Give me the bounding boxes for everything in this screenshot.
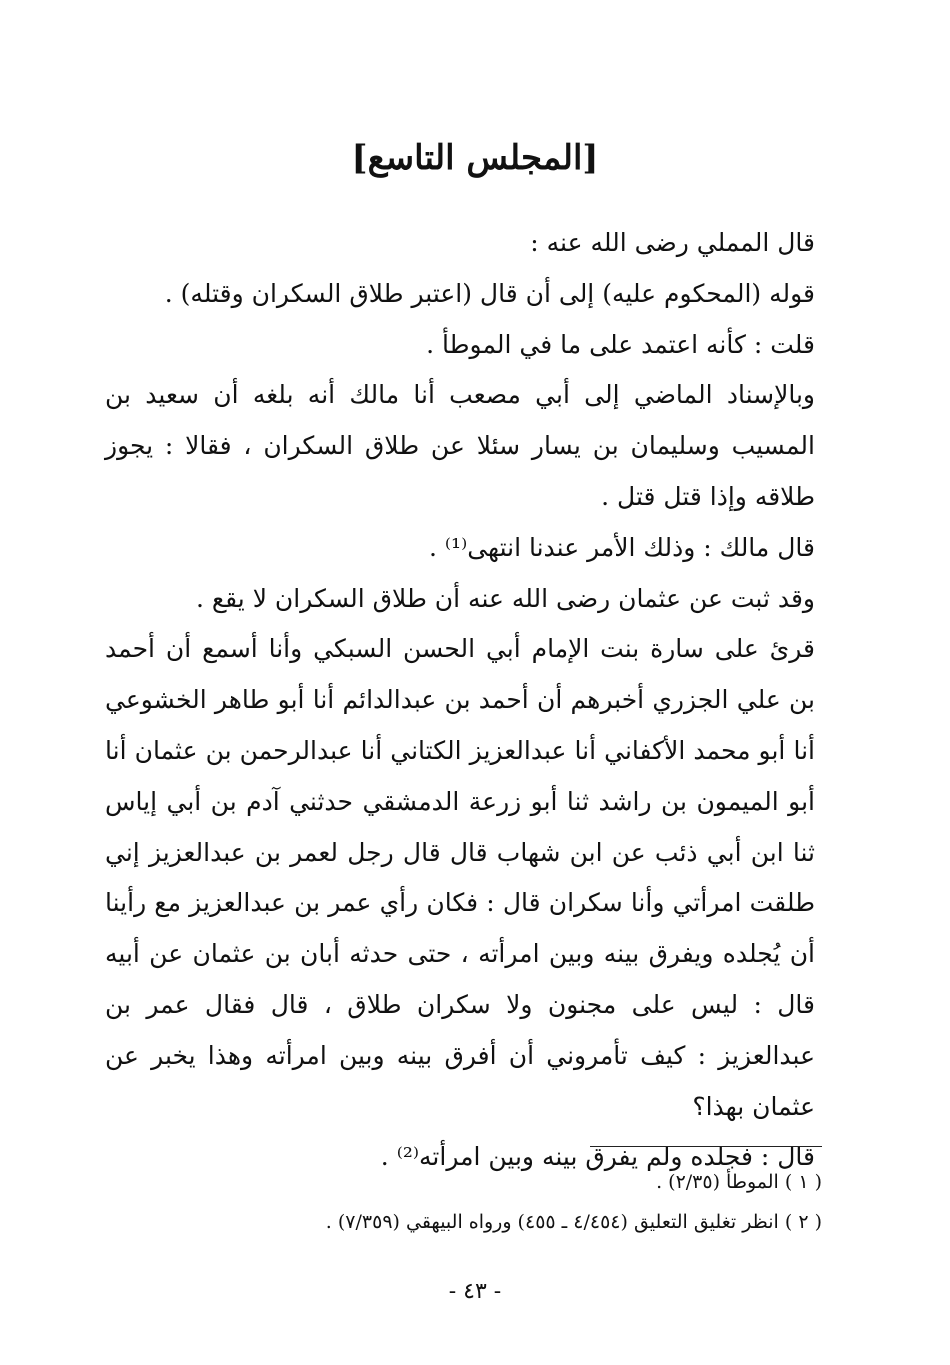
- paragraph-3: قلت : كأنه اعتمد على ما في الموطأ .: [426, 329, 815, 359]
- paragraph-1: قال المملي رضى الله عنه :: [530, 228, 815, 257]
- paragraph-8: قال : فجلده ولم يفرق بينه وبين امرأته⁽²⁾ .: [380, 1142, 815, 1172]
- paragraph-2: قوله (المحكوم عليه) إلى أن قال (اعتبر طلاق السكران وقتله) .: [164, 278, 815, 308]
- paragraph-5: قال مالك : وذلك الأمر عندنا انتهى⁽¹⁾ .: [429, 532, 815, 562]
- paragraph-7: قرئ على سارة بنت الإمام أبي الحسن السبكي وأنا أسمع أن أحمد بن علي الجزري أخبرهم أن أحمد بن عبدالدائم أنا أبو طاهر الخشوعي أنا أبو محمد الأكفاني أنا عبدالعزيز الكتاني أنا عبدالرحمن بن عثمان أنا أبو الميمون بن راشد ثنا أبو زرعة الدمشقي حدثني آدم بن أبي إياس ثنا ابن أبي ذئب عن ابن شهاب قال قال رجل لعمر بن عبدالعزيز إني طلقت امرأتي وأنا سكران قال : فكان رأي عمر بن عبدالعزيز مع رأينا أن يُجلده ويفرق بينه وبين امرأته ، حتى حدثه أبان بن عثمان عن أبيه قال : ليس على مجنون ولا سكران طلاق ، قال فقال عمر بن عبدالعزيز : كيف تأمروني أن أفرق بينه وبين امرأته وهذا يخبر عن عثمان بهذا؟: [105, 634, 815, 1121]
- footnotes: [122, 1162, 822, 1242]
- footnote-1: ( ١ ) الموطأ (٢/٣٥) .: [656, 1171, 822, 1193]
- chapter-title: [المجلس التاسع]: [351, 138, 599, 178]
- paragraph-4: وبالإسناد الماضي إلى أبي مصعب أنا مالك أنه بلغه أن سعيد بن المسيب وسليمان بن يسار سئلا عن طلاق السكران ، فقالا : يجوز طلاقه وإذا قتل قتل .: [105, 380, 815, 511]
- paragraph-6: وقد ثبت عن عثمان رضى الله عنه أن طلاق السكران لا يقع .: [195, 583, 815, 613]
- footnote-separator: [590, 1146, 822, 1147]
- footnote-2: ( ٢ ) انظر تغليق التعليق (٤/٤٥٤ ـ ٤٥٥) ورواه البيهقي (٧/٣٥٩) .: [325, 1211, 822, 1233]
- page-number: - ٤٣ -: [448, 1279, 502, 1304]
- body-text: [105, 218, 815, 1183]
